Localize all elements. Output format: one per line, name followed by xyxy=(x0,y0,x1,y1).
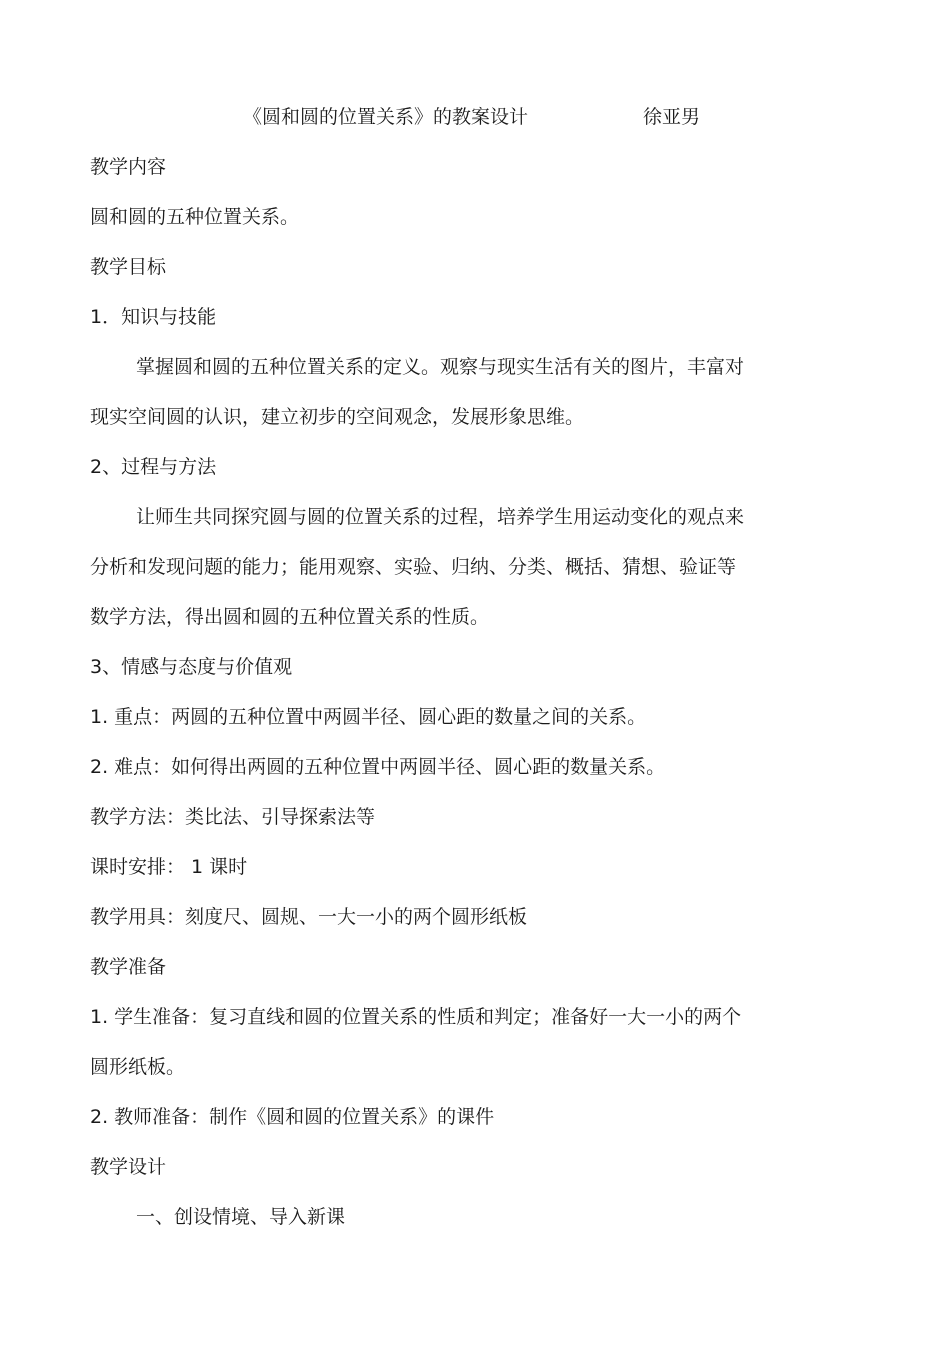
teaching-method: 教学方法：类比法、引导探索法等 xyxy=(90,806,376,828)
key-point: 1. 重点：两圆的五种位置中两圆半径、圆心距的数量之间的关系。 xyxy=(90,706,647,728)
heading-preparation: 教学准备 xyxy=(90,956,167,978)
teaching-content-text: 圆和圆的五种位置关系。 xyxy=(90,206,300,228)
goal1-paragraph-line1: 掌握圆和圆的五种位置关系的定义。观察与现实生活有关的图片，丰富对 xyxy=(136,356,745,378)
goal2-paragraph-line2: 分析和发现问题的能力；能用观察、实验、归纳、分类、概括、猜想、验证等 xyxy=(90,556,737,578)
teacher-prep: 2. 教师准备：制作《圆和圆的位置关系》的课件 xyxy=(90,1106,495,1128)
heading-teaching-content: 教学内容 xyxy=(90,156,167,178)
student-prep-line2: 圆形纸板。 xyxy=(90,1056,186,1078)
design-step1: 一、创设情境、导入新课 xyxy=(136,1206,346,1228)
heading-teaching-goals: 教学目标 xyxy=(90,256,167,278)
difficult-point: 2. 难点：如何得出两圆的五种位置中两圆半径、圆心距的数量关系。 xyxy=(90,756,666,778)
goal2-paragraph-line3: 数学方法，得出圆和圆的五种位置关系的性质。 xyxy=(90,606,490,628)
document-author: 徐亚男 xyxy=(643,106,701,128)
class-schedule: 课时安排： 1 课时 xyxy=(90,856,248,878)
goal3-heading: 3、情感与态度与价值观 xyxy=(90,656,293,678)
heading-teaching-design: 教学设计 xyxy=(90,1156,167,1178)
goal2-paragraph-line1: 让师生共同探究圆与圆的位置关系的过程，培养学生用运动变化的观点来 xyxy=(136,506,745,528)
goal1-heading: 1．知识与技能 xyxy=(90,306,217,328)
student-prep-line1: 1. 学生准备：复习直线和圆的位置关系的性质和判定；准备好一大一小的两个 xyxy=(90,1006,742,1028)
document-title: 《圆和圆的位置关系》的教案设计 xyxy=(243,106,529,128)
teaching-tools: 教学用具：刻度尺、圆规、一大一小的两个圆形纸板 xyxy=(90,906,528,928)
goal2-heading: 2、过程与方法 xyxy=(90,456,217,478)
goal1-paragraph-line2: 现实空间圆的认识，建立初步的空间观念，发展形象思维。 xyxy=(90,406,585,428)
